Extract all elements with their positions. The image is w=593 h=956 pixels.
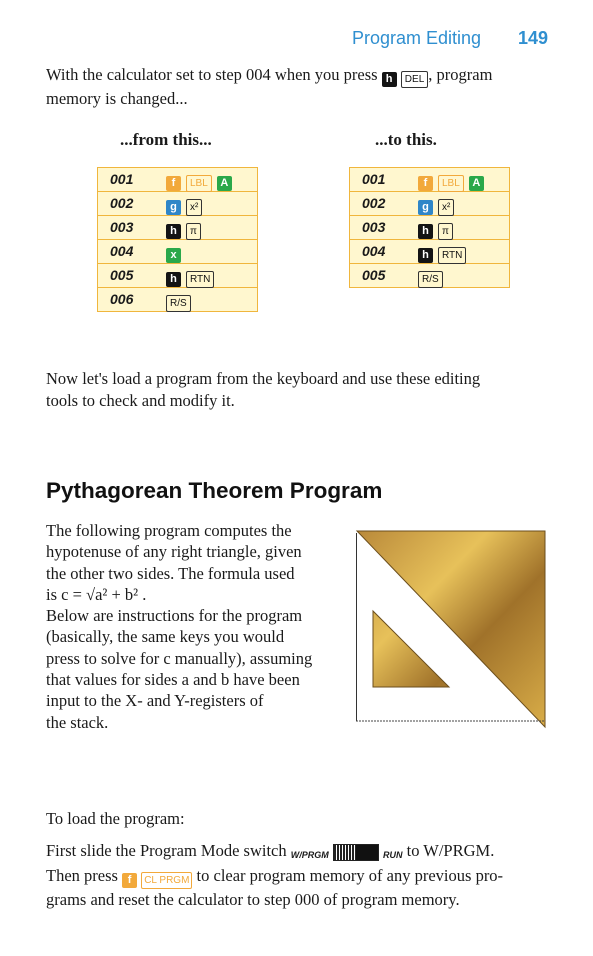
h-key-icon: h: [382, 72, 397, 87]
program-step-row: [350, 192, 509, 216]
program-step-row: [98, 264, 257, 288]
program-step-row: [98, 240, 257, 264]
section-title: Pythagorean Theorem Program: [46, 478, 383, 503]
calculator-key-icon: g: [166, 200, 181, 215]
switch-left-label: W/PRGM: [290, 850, 329, 860]
intro-text-after: , program: [428, 65, 493, 84]
program-step-row: [350, 264, 509, 287]
section-line: input to the X- and Y-registers of: [46, 691, 264, 711]
step-number: 005: [362, 267, 386, 283]
section-line: The following program computes the: [46, 521, 292, 540]
calculator-key-icon: f: [418, 176, 433, 191]
set-square-triangle-image: [353, 527, 550, 739]
calculator-key-icon: RTN: [438, 247, 466, 264]
program-step-row: [98, 192, 257, 216]
step-number: 002: [110, 195, 134, 211]
calculator-key-icon: h: [418, 224, 433, 239]
load-line-1-text: First slide the Program Mode switch: [46, 841, 287, 860]
editing-line-2: tools to check and modify it.: [46, 391, 235, 410]
load-line-3: grams and reset the calculator to step 000 of program memory.: [46, 889, 460, 909]
step-keys: [418, 219, 458, 240]
calculator-key-icon: RTN: [186, 271, 214, 288]
section-line: the other two sides. The formula used: [46, 563, 295, 583]
step-number: 006: [110, 291, 134, 307]
load-line-1-end: to W/PRGM.: [406, 841, 495, 860]
calculator-key-icon: g: [418, 200, 433, 215]
load-heading: To load the program:: [46, 809, 185, 828]
load-line-1: [46, 840, 556, 865]
step-keys: [166, 195, 207, 216]
load-line-2-text: Then press: [46, 865, 118, 885]
calculator-key-icon: R/S: [166, 295, 191, 312]
calculator-key-icon: x²: [186, 199, 202, 216]
calculator-key-icon: R/S: [418, 271, 443, 288]
step-keys: [418, 171, 489, 192]
step-number: 003: [362, 219, 386, 235]
program-step-row: [350, 240, 509, 264]
step-number: 001: [110, 171, 134, 187]
calculator-key-icon: x: [166, 248, 181, 263]
step-keys: [418, 267, 448, 288]
calculator-key-icon: A: [469, 176, 484, 191]
section-line: (basically, the same keys you would: [46, 627, 285, 647]
editing-paragraph: [46, 368, 551, 412]
after-caption: ...to this.: [375, 130, 437, 149]
step-keys: [166, 267, 219, 288]
section-line: Below are instructions for the program: [46, 606, 303, 626]
running-head: Program Editing: [352, 28, 482, 48]
calculator-key-icon: LBL: [186, 175, 212, 192]
f-key-icon: f: [122, 873, 137, 888]
step-keys: [418, 243, 471, 264]
program-step-row: [98, 288, 257, 311]
clprgm-key-icon: CL PRGM: [141, 872, 192, 889]
step-keys: [166, 291, 196, 312]
step-keys: [166, 243, 186, 263]
load-line-2: [46, 865, 556, 889]
step-number: 004: [362, 243, 386, 259]
step-keys: [166, 219, 206, 240]
switch-track-icon: [333, 844, 379, 861]
step-number: 002: [362, 195, 386, 211]
calculator-key-icon: h: [166, 272, 181, 287]
program-step-row: [350, 168, 509, 192]
section-line: the stack.: [46, 712, 109, 732]
intro-text-before: With the calculator set to step 004 when you press: [46, 65, 378, 84]
step-number: 004: [110, 243, 134, 259]
program-step-row: [98, 168, 257, 192]
before-caption: ...from this...: [120, 130, 212, 149]
switch-right-label: RUN: [382, 850, 403, 860]
program-step-row: [98, 216, 257, 240]
program-table-after: [349, 167, 510, 288]
program-table-before: [97, 167, 258, 312]
calculator-key-icon: A: [217, 176, 232, 191]
editing-line-1: Now let's load a program from the keyboard and use these editing: [46, 369, 481, 388]
page-number: 149: [518, 28, 549, 48]
section-line: press to solve for c manually), assuming: [46, 648, 313, 668]
calculator-key-icon: π: [438, 223, 453, 240]
step-number: 005: [110, 267, 134, 283]
calculator-key-icon: h: [418, 248, 433, 263]
section-body: [46, 520, 336, 733]
calculator-key-icon: f: [166, 176, 181, 191]
program-step-row: [350, 216, 509, 240]
section-line: that values for sides a and b have been: [46, 670, 300, 690]
calculator-key-icon: h: [166, 224, 181, 239]
load-line-2-end: to clear program memory of any previous pro-: [196, 865, 504, 885]
intro-paragraph: [46, 64, 551, 110]
calculator-key-icon: x²: [438, 199, 454, 216]
del-key-icon: DEL: [401, 71, 428, 88]
load-instructions: [46, 840, 556, 911]
program-mode-switch: [291, 842, 403, 865]
section-line: hypotenuse of any right triangle, given: [46, 542, 302, 562]
step-keys: [418, 195, 459, 216]
formula-line: is c = √a² + b² .: [46, 584, 147, 604]
step-keys: [166, 171, 237, 192]
calculator-key-icon: LBL: [438, 175, 464, 192]
step-number: 001: [362, 171, 386, 187]
calculator-key-icon: π: [186, 223, 201, 240]
intro-text-line2: memory is changed...: [46, 89, 188, 108]
step-number: 003: [110, 219, 134, 235]
